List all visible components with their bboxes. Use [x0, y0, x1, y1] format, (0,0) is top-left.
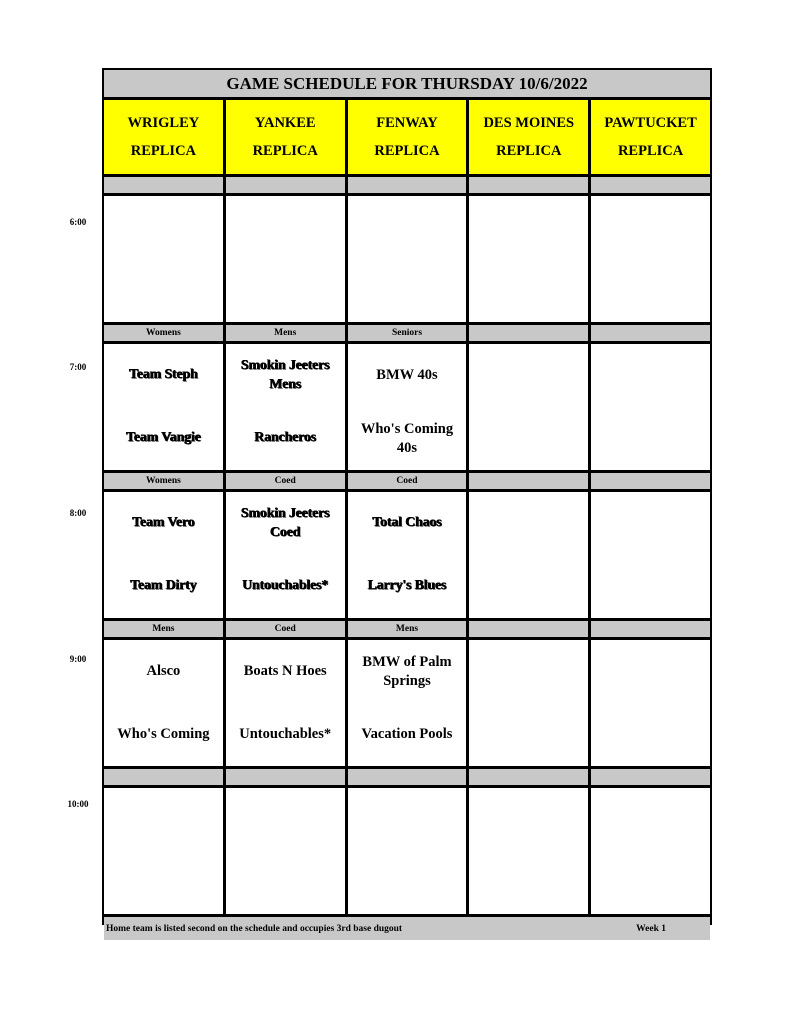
field-name: YANKEE — [254, 115, 316, 131]
home-team — [591, 703, 710, 766]
field-sub: REPLICA — [496, 142, 562, 159]
game-cell — [469, 788, 588, 914]
division-label: Womens — [104, 325, 223, 341]
division-label — [226, 177, 345, 193]
away-team — [469, 788, 588, 851]
time-label: 10:00 — [67, 799, 89, 809]
away-team — [469, 492, 588, 555]
field-name: PAWTUCKET — [604, 115, 697, 131]
away-team — [591, 640, 710, 703]
away-team — [469, 196, 588, 259]
division-label — [469, 621, 588, 637]
division-label: Coed — [226, 621, 345, 637]
away-team — [469, 640, 588, 703]
field-name: DES MOINES — [483, 115, 575, 131]
division-label — [591, 325, 710, 341]
schedule-title: GAME SCHEDULE FOR THURSDAY 10/6/2022 — [104, 70, 710, 97]
away-team — [348, 788, 467, 851]
home-team — [226, 259, 345, 322]
away-team — [226, 788, 345, 851]
game-cell — [469, 196, 588, 322]
home-team: Who's Coming — [117, 726, 210, 743]
game-cell — [226, 788, 345, 914]
game-cell — [348, 492, 467, 618]
home-team — [469, 555, 588, 618]
division-label — [469, 325, 588, 341]
field-sub: REPLICA — [130, 142, 197, 159]
away-team — [591, 196, 710, 259]
game-cell — [104, 640, 223, 766]
home-team — [469, 851, 588, 914]
division-label — [104, 769, 223, 785]
time-label: 7:00 — [69, 362, 87, 372]
home-team — [226, 851, 345, 914]
division-label: Mens — [348, 621, 467, 637]
field-header-wrigley — [104, 100, 223, 174]
home-team: Untouchables* — [242, 578, 329, 594]
home-team — [469, 259, 588, 322]
away-team: BMW 40s — [376, 367, 438, 384]
field-header-fenway — [348, 100, 467, 174]
away-team — [591, 344, 710, 407]
home-team — [104, 851, 223, 914]
division-label — [591, 769, 710, 785]
game-cell — [226, 196, 345, 322]
home-team: Team Vangie — [126, 430, 201, 446]
division-label — [469, 769, 588, 785]
division-label — [591, 473, 710, 489]
home-team — [591, 851, 710, 914]
home-team: Rancheros — [254, 430, 317, 446]
game-cell — [226, 344, 345, 470]
division-label — [591, 177, 710, 193]
division-label: Seniors — [348, 325, 467, 341]
schedule-footer — [104, 917, 710, 940]
game-cell — [469, 344, 588, 470]
division-label — [591, 621, 710, 637]
field-name: WRIGLEY — [127, 115, 200, 131]
game-cell — [104, 196, 223, 322]
home-team: Untouchables* — [239, 726, 332, 743]
away-team — [104, 788, 223, 851]
field-sub: REPLICA — [617, 142, 684, 159]
away-team — [591, 788, 710, 851]
game-cell — [591, 344, 710, 470]
game-cell — [591, 196, 710, 322]
home-team — [591, 259, 710, 322]
game-cell — [591, 640, 710, 766]
field-name: FENWAY — [376, 115, 438, 131]
away-team — [348, 196, 467, 259]
away-team — [226, 196, 345, 259]
home-team: Who's Coming 40s — [360, 420, 454, 456]
home-team — [348, 851, 467, 914]
home-team: Vacation Pools — [361, 726, 453, 743]
field-sub: REPLICA — [374, 142, 440, 159]
game-cell — [348, 640, 467, 766]
division-label — [226, 769, 345, 785]
game-cell — [348, 344, 467, 470]
game-cell — [104, 788, 223, 914]
division-label — [348, 769, 467, 785]
home-team — [591, 555, 710, 618]
away-team: Smokin Jeeters Mens — [240, 358, 330, 392]
away-team — [469, 344, 588, 407]
away-team: Boats N Hoes — [243, 663, 327, 680]
week-label: Week 1 — [636, 923, 666, 934]
away-team: Alsco — [146, 663, 181, 680]
division-label: Coed — [226, 473, 345, 489]
division-label: Mens — [226, 325, 345, 341]
game-cell — [104, 492, 223, 618]
home-team-note: Home team is listed second on the schedule and occupies 3rd base dugout — [106, 923, 403, 934]
division-label — [104, 177, 223, 193]
time-label: 9:00 — [69, 654, 87, 664]
away-team: Total Chaos — [372, 515, 442, 531]
game-cell — [226, 492, 345, 618]
game-cell — [348, 788, 467, 914]
home-team — [348, 259, 467, 322]
away-team — [104, 196, 223, 259]
home-team: Team Dirty — [130, 578, 197, 594]
home-team — [469, 407, 588, 470]
field-header-yankee — [226, 100, 345, 174]
game-cell — [104, 344, 223, 470]
division-label: Coed — [348, 473, 467, 489]
field-header-des-moines — [469, 100, 588, 174]
away-team: Smokin Jeeters Coed — [240, 506, 330, 540]
home-team: Larry's Blues — [367, 578, 447, 594]
schedule-table — [102, 68, 712, 934]
game-cell — [591, 492, 710, 618]
away-team: Team Vero — [132, 515, 195, 531]
time-label: 6:00 — [69, 217, 87, 227]
division-label: Mens — [104, 621, 223, 637]
away-team — [591, 492, 710, 555]
home-team — [591, 407, 710, 470]
game-cell — [469, 492, 588, 618]
field-sub: REPLICA — [252, 142, 318, 159]
division-label — [469, 177, 588, 193]
home-team — [104, 259, 223, 322]
home-team — [469, 703, 588, 766]
field-header-pawtucket — [591, 100, 710, 174]
game-cell — [226, 640, 345, 766]
away-team: BMW of Palm Springs — [362, 653, 452, 689]
division-label: Womens — [104, 473, 223, 489]
game-cell — [469, 640, 588, 766]
game-cell — [591, 788, 710, 914]
division-label — [348, 177, 467, 193]
division-label — [469, 473, 588, 489]
time-label: 8:00 — [69, 508, 87, 518]
game-cell — [348, 196, 467, 322]
away-team: Team Steph — [129, 367, 198, 383]
